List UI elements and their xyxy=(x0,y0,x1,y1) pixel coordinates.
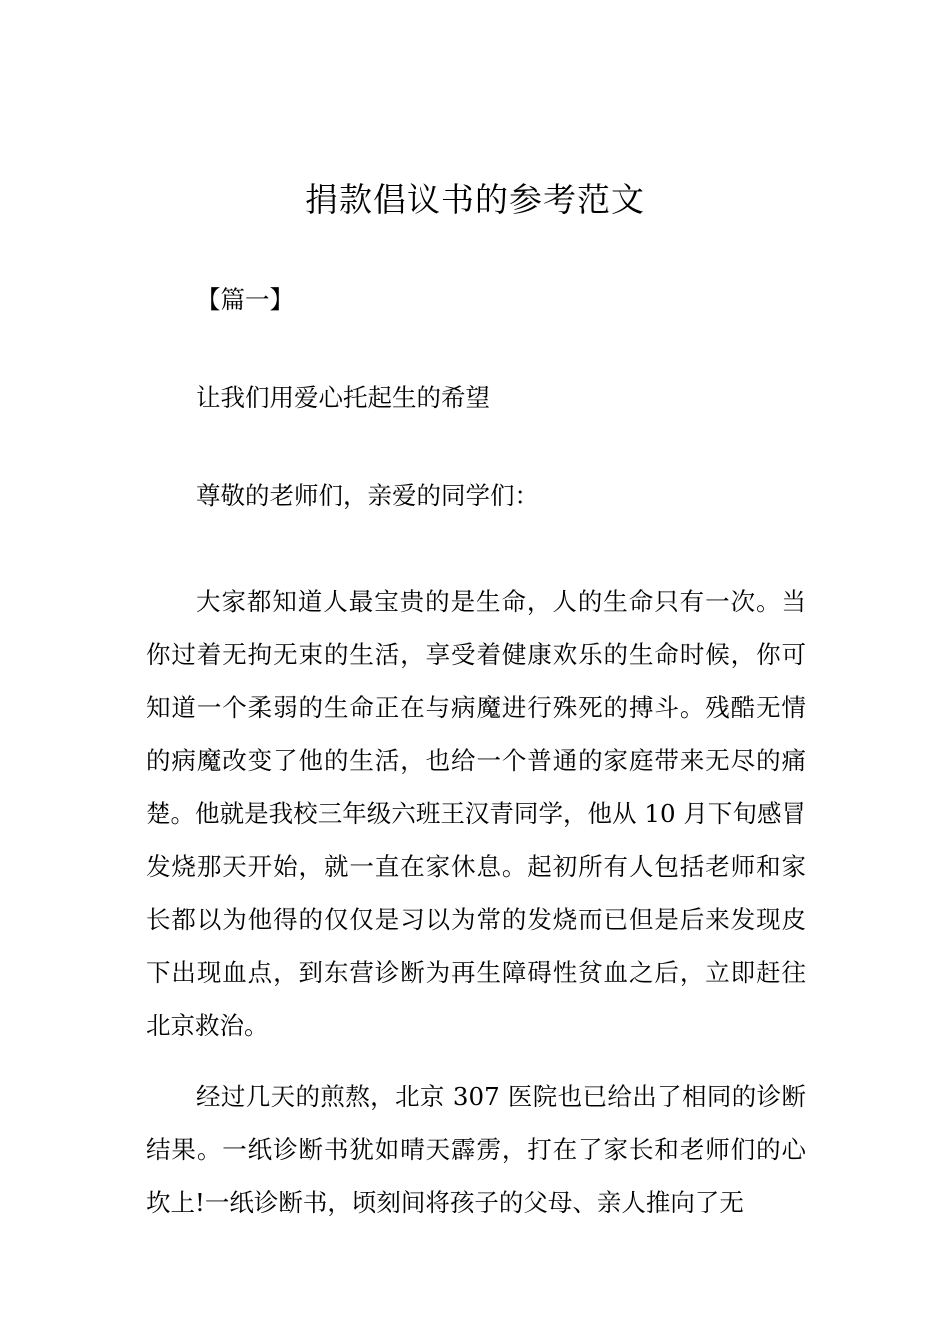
letter-subtitle: 让我们用爱心托起生的希望 xyxy=(196,383,490,412)
body-paragraph-2: 经过几天的煎熬，北京 307 医院也已给出了相同的诊断结果。一纸诊断书犹如晴天霹雳，打在了家长和老师们的心坎上!一纸诊断书，顷刻间将孩子的父母、亲人推向了无 xyxy=(146,1082,806,1217)
section-label: 【篇一】 xyxy=(196,285,294,314)
body-paragraph-1: 大家都知道人最宝贵的是生命，人的生命只有一次。当你过着无拘无束的生活，享受着健康欢乐的生命时候，你可知道一个柔弱的生命正在与病魔进行殊死的搏斗。残酷无情的病魔改变了他的生活，也给一个普通的家庭带来无尽的痛楚。他就是我校三年级六班王汉青同学，他从 10 月下旬感冒发烧那天开始，就一直在家休息。起初所有人包括老师和家长都以为他得的仅仅是习以为常的发烧而已但是后来发现皮下出现血点，到东营诊断为再生障碍性贫血之后，立即赶往北京救治。 xyxy=(146,587,806,1040)
letter-salutation: 尊敬的老师们，亲爱的同学们： xyxy=(196,481,539,510)
document-title: 捐款倡议书的参考范文 xyxy=(305,180,645,219)
